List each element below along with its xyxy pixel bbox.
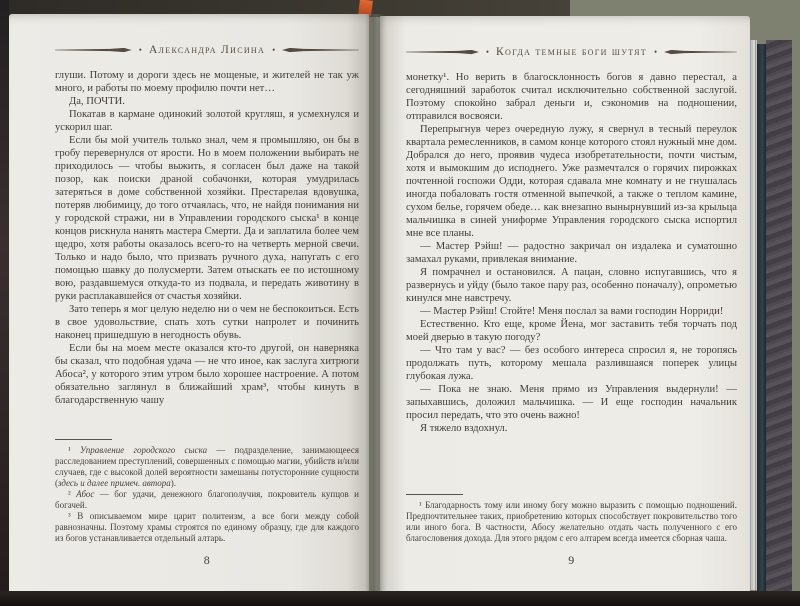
header-bullet-icon: • [653,46,658,57]
footnote: ¹ Благодарность тому или иному богу можно выразить с помощью подношений. Предпочтительнее таких, приобретению которых способствует покровительство того или иного бога. В частности, Абосу желательно отдать часть полученного с его благословения дохода. Для этого рядом с его алтарем всегда имеется сборная чаша. [406,500,737,543]
header-rule-icon [282,48,359,53]
header-bullet-icon: • [272,44,276,55]
paragraph: — Пока не знаю. Меня прямо из Управления выдернули! — запыхавшись, доложил мальчишка. — И еще господин начальник просил передать, что это очень важно! [406,384,737,421]
footnote: ² Абос — бог удачи, денежного благополучия, покровитель купцов и богачей. [55,489,359,510]
running-header-right [406,46,737,58]
background-bottom-band [0,591,800,606]
book-cover-edge [766,40,792,592]
book-title: Когда темные боги шутят [496,46,647,58]
page-number: 9 [568,553,575,567]
paragraph: Зато теперь я мог целую неделю ни о чем не беспокоиться. Есть в свое удовольствие, спать хоть сутки напролет и починить наконец пришедшую в негодность обувь. [55,304,359,341]
book-spine-gutter [365,14,384,592]
footnote-separator [406,494,463,495]
running-header-left [55,44,359,56]
header-bullet-icon: • [138,44,142,55]
paragraph: Если бы на моем месте оказался кто-то другой, он наверняка бы сказал, что подобная удача — не что иное, как заслуга хитрюги Абоса², у которого этим утром было хорошее настроение. А потом обязательно заглянул в ближайший храм³, чтобы кинуть в благодарственную чашу [55,343,359,406]
paragraph: Перепрыгнув через очередную лужу, я свернул в тесный переулок квартала ремесленников, в самом конце которого стоял нужный мне дом. Добрался до него, проявив чудеса изобретательности, почти чистым, хотя и вымокшим до исподнего. Уже размечтался о горячих пирожках почтенной госпожи Одди, которая сдавала мне комнату и не гнушалась иногда побаловать гостя отменной выпечкой, а также о теплом камине, сухом белье, горячем обеде… как внезапно вынырнувший из-за крыльца мальчишка в синей униформе Управления городского сыска испортил мне все планы. [406,124,737,239]
footnote: ¹ Управление городского сыска — подразделение, занимающееся расследованием преступлений, совершенных с помощью магии, убийств и/или случаев, где с высокой долей вероятности замешаны потусторонние сущности (здесь и далее примеч. автора). [55,445,359,488]
header-rule-icon [406,50,479,55]
paragraph: — Мастер Рэйш! — радостно закричал он издалека и суматошно замахал руками, привлекая внимание. [406,241,737,265]
footnotes [406,494,737,544]
paragraph: — Что там у вас? — без особого интереса спросил я, не торопясь продолжать путь, которому мешала разлившаяся поперек улицы глубокая лужа. [406,345,737,382]
paragraph: Если бы мой учитель только знал, чем я промышляю, он бы в гробу перевернулся от ярости. Но в моем положении выбирать не приходилось — чтобы выжить, я согласен был даже на такой позор, как поиски драной собачонки, которая умудрилась затеряться в доме собственной хозяйки. Престарелая вдовушка, потеряв любимицу, до того отчаялась, что, не найдя понимания ни у городской стражи, ни в Управлении городского сыска¹ в конце концов рискнула нанять мастера Смерти. Да и заплатила более чем щедро, хотя работы оказалось всего-то на четверть мерной свечи. Только и надо было, что призвать ручного духа, напугать с его помощью шавку до полусмерти. Затем отыскать ее по истошному вою, раздавшемуся откуда-то из подвала, и передать животину в руки расплакавшейся от счастья хозяйки. [55,135,359,302]
author-name: Александра Лисина [148,44,266,56]
left-page [9,14,369,592]
paragraph: Я тяжело вздохнул. [420,423,508,434]
paragraph: Да, ПОЧТИ. [69,96,125,107]
page-number: 8 [203,553,211,567]
page-block-edge-dark [757,44,766,592]
right-page [380,16,750,592]
paragraph: Я помрачнел и остановился. А пацан, словно испугавшись, что я развернусь и уйду (было такое пару раз, особенно поначалу), опрометью кинулся мне навстречу. [406,267,737,304]
footnote: ³ В описываемом мире царит политеизм, а все боги между собой равнозначны. Поэтому храмы строятся по единому образцу, где для каждого из богов устанавливается отдельный алтарь. [55,511,359,543]
header-rule-icon [55,48,132,53]
header-rule-icon [664,50,737,55]
paragraph: монетку¹. Но верить в благосклонность богов я давно перестал, а сегодняшний заработок считал исключительно собственной заслугой. Поэтому спокойно забрал деньги и, сэкономив на подношении, отправился восвояси. [406,72,737,122]
paragraph: Покатав в кармане одинокий золотой кругляш, я усмехнулся и ускорил шаг. [55,109,359,133]
paragraph: — Мастер Рэйш! Стойте! Меня послал за вами господин Норриди! [420,306,724,317]
paragraph: Естественно. Кто еще, кроме Йена, мог заставить тебя торчать под моей дверью в такую погоду? [406,319,737,343]
paragraph: глуши. Потому и дороги здесь не мощеные, и жителей не так уж много, и работы по моему профилю почти нет… [55,70,359,94]
book-cover-left-edge [0,0,9,606]
footnotes [55,439,359,544]
page-body [406,71,737,435]
footnote-separator [55,439,112,440]
header-bullet-icon: • [485,46,490,57]
page-body [55,69,359,407]
